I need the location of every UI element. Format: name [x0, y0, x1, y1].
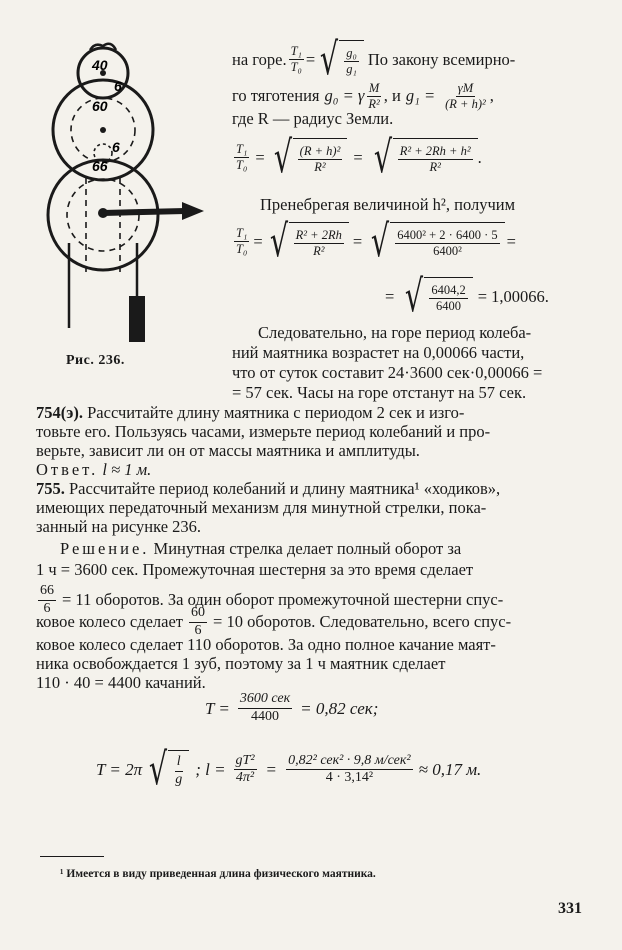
equation-numeric-substitution: $\frac{\text{T₁}}{\text{T₀}}$ = √ $\frac{\text{R² + 2Rh}}{\text{R²}}$ = √ $\frac{\text{6400² + 2 · 6400 · 5}}{\text{6400²}}$ =	[236, 216, 516, 267]
solution-line-1: Решение. Минутная стрелка делает полный оборот за	[60, 539, 462, 558]
equation-pendulum-length: T = 2π √ $\frac{l}{g}$ ; l = $\frac{\text{gT²}}{\text{4π²}}$ = $\frac{\text{0,82² сек² · 9,8 м/сек²}}{\text{4 · 3,14²}}$ ≈ 0,17 м.	[96, 744, 482, 795]
footnote: ¹ Имеется в виду приведенная длина физического маятника.	[60, 868, 376, 880]
gear-label-60: 60	[92, 98, 108, 114]
figure-caption: Рис. 236.	[66, 353, 125, 368]
page-number: 331	[558, 900, 582, 917]
text-line-1: на горе. $\frac{\text{T₁}}{\text{T₀}}$ = √ $\frac{\text{g₀}}{\text{g₁}}$ По закону всемирно-	[232, 34, 516, 85]
equation-result: = √ $\frac{6404,2}{6400}$ = 1,00066.	[385, 271, 549, 322]
paragraph-line-1: Следовательно, на горе период колеба-	[258, 323, 532, 342]
problem-755-line-1: 755. Рассчитайте период колебаний и длину маятника¹ «ходиков»,	[36, 479, 501, 498]
solution-line-5: ковое колесо сделает 110 оборотов. За одно полное качание маят-	[36, 635, 496, 654]
paragraph-line-4: = 57 сек. Часы на горе отстанут на 57 сек.	[232, 383, 527, 402]
problem-755-line-2: имеющих передаточный механизм для минутной стрелки, пока-	[36, 498, 487, 517]
solution-line-7: 110 · 40 = 4400 качаний.	[36, 673, 206, 692]
problem-754-line-2: товьте его. Пользуясь часами, измерьте период колебаний и про-	[36, 422, 491, 441]
text-line-2: го тяготения g₀ = γ $\frac{M}{\text{R²}}$ , и g₁ = $\frac{\gamma M}{\text{(R + h)²}}$ ,	[232, 81, 494, 112]
pendulum-weight	[129, 296, 145, 342]
footnote-rule	[40, 856, 104, 857]
paragraph-line-3: что от суток составит 24·3600 сек·0,00066 =	[232, 363, 543, 382]
minute-hand-arrow-icon	[182, 202, 204, 220]
gear-label-6-lower: 6	[112, 139, 120, 155]
solution-line-4: ковое колесо сделает $\frac{60}{6}$ = 10 оборотов. Следовательно, всего спус-	[36, 605, 512, 638]
gear-label-66: 66	[92, 158, 108, 174]
gear-label-40: 40	[92, 57, 108, 73]
equation-ratio-expansion: $\frac{\text{T₁}}{\text{T₀}}$ = √ $\frac{\text{(R + h)²}}{\text{R²}}$ = √ $\frac{\text{R² + 2Rh + h²}}{\text{R²}}$ .	[236, 132, 482, 183]
problem-755-number: 755.	[36, 479, 65, 498]
figure-236-clock-mechanism	[40, 38, 210, 348]
equation-period: T = $\frac{\text{3600 сек}}{4400}$ = 0,82 сек;	[205, 691, 379, 724]
answer-754: Ответ. l ≈ 1 м.	[36, 460, 152, 479]
solution-line-2: 1 ч = 3600 сек. Промежуточная шестерня за это время сделает	[36, 560, 474, 579]
gear-label-6-upper: 6	[114, 78, 122, 94]
solution-line-6: ника освобождается 1 зуб, поэтому за 1 ч маятник сделает	[36, 654, 446, 673]
text-line-5: Пренебрегая величиной h², получим	[260, 195, 516, 214]
text-line-3: где R — радиус Земли.	[232, 109, 394, 128]
problem-754-line-1: 754(э). Рассчитайте длину маятника с периодом 2 сек и изго-	[36, 403, 465, 422]
problem-755-line-3: занный на рисунке 236.	[36, 517, 202, 536]
problem-754-line-3: верьте, зависит ли он от массы маятника и амплитуды.	[36, 441, 420, 460]
problem-754-number: 754(э).	[36, 403, 83, 422]
solution-line-3: $\frac{66}{6}$ = 11 оборотов. За один оборот промежуточной шестерни спус-	[40, 583, 504, 616]
paragraph-line-2: ний маятника возрастет на 0,00066 части,	[232, 343, 525, 362]
